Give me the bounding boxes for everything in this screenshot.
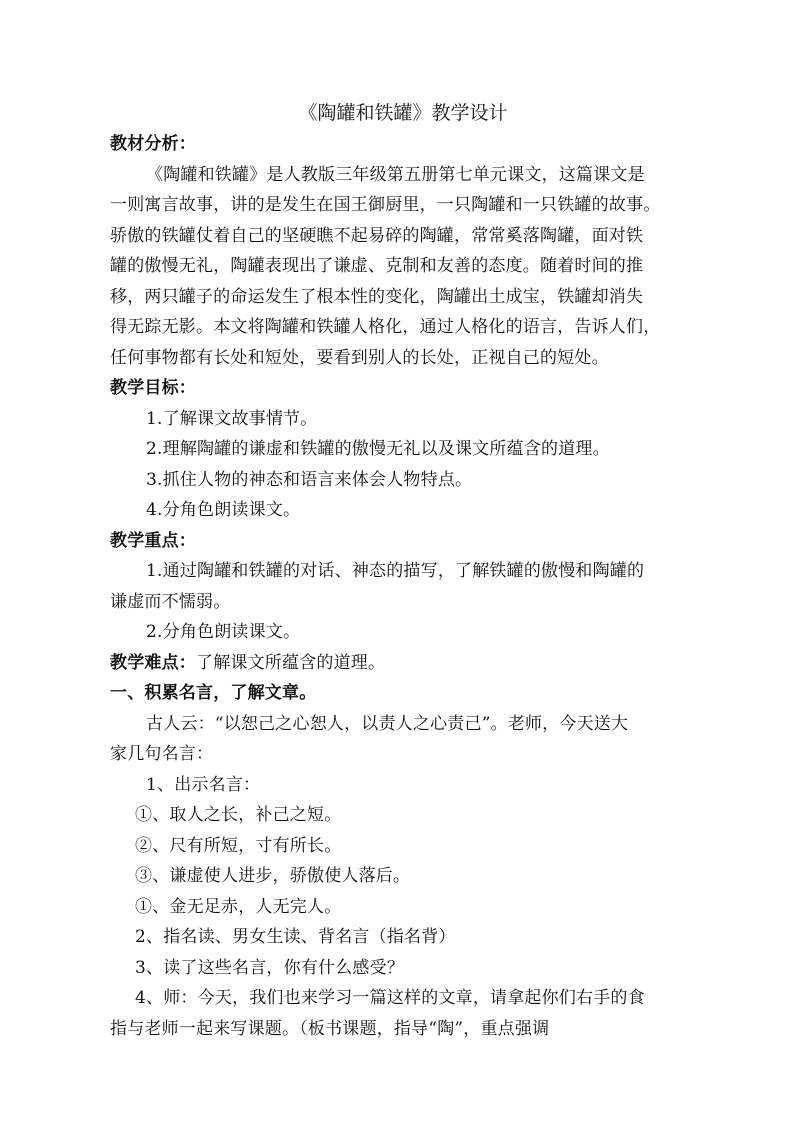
document-page [110,97,696,1044]
step-item: 4、师：今天，我们也来学习一篇这样的文章，请拿起你们右手的食 [135,988,645,1008]
difficulty-heading: 教学难点： [110,652,196,673]
key-point-item: 1.通过陶罐和铁罐的对话、神态的描写，了解铁罐的傲慢和陶罐的 [146,561,645,581]
quote-item: ③、谦虚使人进步，骄傲使人落后。 [135,866,411,886]
analysis-line: 《陶罐和铁罐》是人教版三年级第五册第七单元课文，这篇课文是 [146,164,645,185]
difficulty-row [110,648,696,679]
key-points-heading: 教学重点： [110,530,196,551]
analysis-line: 得无踪无影。本文将陶罐和铁罐人格化，通过人格化的语言，告诉人们， [110,317,661,337]
document-title: 《陶罐和铁罐》教学设计 [298,102,508,124]
quote-item: ②、尺有所短，寸有所长。 [135,835,342,856]
analysis-line: 一则寓言故事，讲的是发生在国王御厨里，一只陶罐和一只铁罐的故事。 [110,195,661,215]
goal-item: 3.抓住人物的神态和语言来体会人物特点。 [146,469,473,490]
step-item: 3、读了这些名言，你有什么感受？ [135,957,405,978]
quote-item: ①、金无足赤，人无完人。 [135,896,342,917]
goal-item: 4.分角色朗读课文。 [146,500,301,520]
difficulty-text: 了解课文所蕴含的道理。 [196,652,386,673]
analysis-line: 移，两只罐子的命运发生了根本性的变化，陶罐出土成宝，铁罐却消失 [110,286,644,307]
key-point-item-continued: 谦虚而不懦弱。 [110,591,231,612]
key-point-item: 2.分角色朗读课文。 [146,622,301,642]
analysis-heading: 教材分析： [110,134,196,154]
goal-item: 2.理解陶罐的谦虚和铁罐的傲慢无礼以及课文所蕴含的道理。 [146,439,610,459]
part-one-intro-continued: 家几句名言： [110,744,214,764]
analysis-line: 任何事物都有长处和短处，要看到别人的长处，正视自己的短处。 [110,347,609,368]
step-item: 2、指名读、男女生读、背名言（指名背） [135,927,456,947]
analysis-line: 骄傲的铁罐仗着自己的坚硬瞧不起易碎的陶罐，常常奚落陶罐，面对铁 [110,225,644,246]
goal-item: 1.了解课文故事情节。 [146,408,318,429]
goals-heading: 教学目标： [110,378,196,398]
step-item: 1、出示名言： [146,774,261,795]
part-one-heading: 一、积累名言，了解文章。 [110,683,317,703]
analysis-line: 罐的傲慢无礼，陶罐表现出了谦虚、克制和友善的态度。随着时间的推 [110,256,644,276]
step-item-continued: 指与老师一起来写课题。（板书课题，指导“陶”，重点强调 [110,1018,550,1039]
quote-item: ①、取人之长，补己之短。 [135,805,342,825]
part-one-intro: 古人云：“以恕己之心恕人，以责人之心责己”。老师，今天送大 [146,713,629,734]
